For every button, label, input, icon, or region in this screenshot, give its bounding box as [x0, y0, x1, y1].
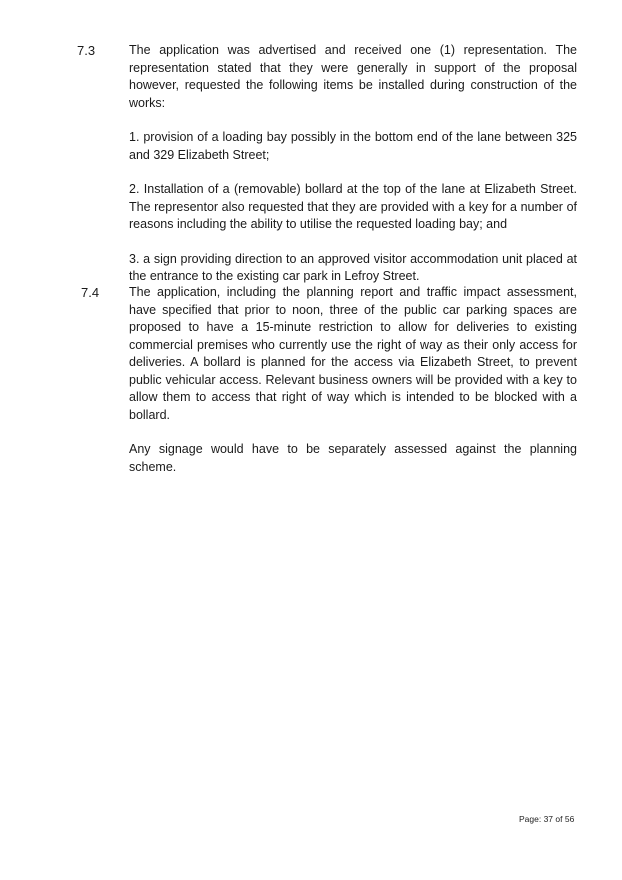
paragraph: 3. a sign providing direction to an approved visitor accommodation unit placed at the entrance to the existing car park in Lefroy Street. — [129, 251, 577, 283]
section-body — [129, 284, 577, 493]
paragraph: 2. Installation of a (removable) bollard at the top of the lane at Elizabeth Street. The representor also requested that they are provided with a key for a number of reasons including the ability to utilise the requested loading bay; and — [129, 182, 577, 231]
section-number: 7.3 — [77, 43, 96, 58]
paragraph: 1. provision of a loading bay possibly in the bottom end of the lane between 325 and 329 Elizabeth Street; — [129, 130, 577, 162]
paragraph: The application was advertised and received one (1) representation. The representation stated that they were generally in support of the proposal however, requested the following items be installed during construction of the works: — [129, 43, 577, 110]
section-body — [129, 42, 577, 303]
paragraph: The application, including the planning report and traffic impact assessment, have specified that prior to noon, three of the public car parking spaces are proposed to have a 15-minute restriction to allow for deliveries to existing commercial premises who currently use the right of way as their only access for deliveries. A bollard is planned for the access via Elizabeth Street, to prevent public vehicular access. Relevant business owners will be provided with a key to allow them to access that right of way which is intended to be blocked with a bollard. — [129, 285, 577, 422]
section-number: 7.4 — [81, 285, 100, 300]
paragraph: Any signage would have to be separately assessed against the planning scheme. — [129, 442, 577, 474]
page-number: Page: 37 of 56 — [519, 814, 575, 824]
